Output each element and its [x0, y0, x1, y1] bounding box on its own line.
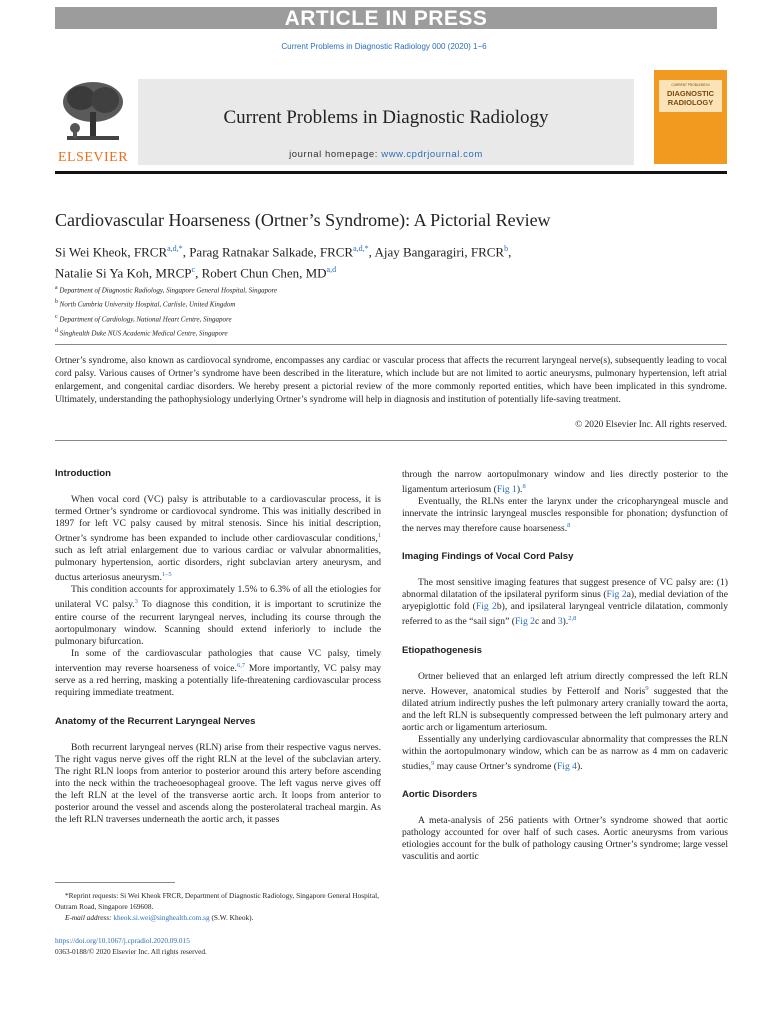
email-link[interactable]: kheok.si.wei@singhealth.com.sg — [113, 913, 210, 922]
text: The most sensitive imaging features that suggest presence of VC palsy are: (1) abnormal dilatation of the ipsilateral pyriform sinus ( — [402, 577, 728, 601]
figure-link[interactable]: Fig 4 — [556, 760, 577, 772]
text: More importantly, VC palsy may serve as a red herring, masking a potentially life-threatening cardiovascular process requiring immediate treatment. — [55, 662, 381, 698]
paragraph — [55, 494, 381, 584]
text: To diagnose this condition, it is important to scrutinize the entire course of the recurrent laryngeal nerves, including its course through the aortopulmonary window. Scanning should extend inferiorly to include the pulmonary bifurcation. — [55, 599, 381, 647]
journal-cover — [654, 70, 727, 164]
affiliation-key: c — [55, 313, 58, 320]
citation-link[interactable]: 1 — [377, 532, 381, 539]
author-name[interactable]: Ajay Bangaragiri, FRCR — [374, 244, 505, 260]
text: ). — [516, 484, 523, 496]
left-column — [55, 468, 381, 826]
text: In some of the cardiovascular pathologies that cause VC palsy, timely intervention may reverse hoarseness of voice. — [55, 647, 381, 674]
cover-title-line2: RADIOLOGY — [667, 98, 714, 107]
homepage-label: journal homepage: — [289, 149, 378, 160]
journal-title: Current Problems in Diagnostic Radiology — [223, 107, 549, 128]
reprint-footnote: *Reprint requests: Si Wei Kheok FRCR, Department of Diagnostic Radiology, Singapore General Hospital, Outram Road, Singapore 169608. — [55, 891, 379, 911]
cover-title-line1: DIAGNOSTIC — [666, 89, 715, 98]
doi-link[interactable]: https://doi.org/10.1067/j.cpradiol.2020.09.015 — [55, 936, 190, 945]
citation-link[interactable]: 8 — [522, 483, 526, 490]
affiliation-text: Department of Diagnostic Radiology, Singapore General Hospital, Singapore — [59, 286, 278, 295]
affiliation-text: North Cumbria University Hospital, Carlisle, United Kingdom — [59, 300, 236, 309]
text: Ortner believed that an enlarged left atrium directly compressed the left RLN nerve. However, anatomical studies by Fetterolf and Noris — [402, 670, 728, 697]
text: When vocal cord (VC) palsy is attributable to a cardiovascular process, it is termed Ortner’s syndrome or cardiovocal syndrome. This was initially described in 1897 for left VC palsy caused by mitral stenosis. Since his initial description, Ortner’s syndrome has been expanded to include other cardiovascular conditions, — [55, 494, 381, 545]
abstract-top-rule — [55, 344, 727, 345]
text: ). — [576, 760, 583, 772]
affiliation-item — [55, 282, 277, 296]
issn-line: 0363-0188/© 2020 Elsevier Inc. All rights reserved. — [55, 947, 207, 956]
cover-title — [659, 89, 722, 107]
article-in-press-banner: ARTICLE IN PRESS — [55, 7, 717, 29]
author-name[interactable]: Robert Chun Chen, MD — [201, 265, 327, 281]
abstract: Ortner’s syndrome, also known as cardiovocal syndrome, encompasses any cardiac or vascular process that affects the recurrent laryngeal nerve(s), subsequently leading to vocal cord palsy. Various causes of Ortner’s syndrome have been described in the literature, which include but are not limited to aortic aneurysms, pulmonary hypertension, left atrial enlargement, and congenital cardiac disorders. We hereby present a pictorial review of the more commonly reported entities, which have been implicated in this syndrome. Ultimately, understanding the pathophysiology underlying Ortner’s syndrome will help in diagnosis and institution of potentially life-saving treatment. — [55, 356, 727, 405]
section-heading: Imaging Findings of Vocal Cord Palsy — [402, 551, 574, 563]
paragraph: A meta-analysis of 256 patients with Ortner’s syndrome showed that aortic pathology accounted for over half of such cases. Aortic aneurysms from various etiologies account for the bulk of pathology causing Ortner’s syndrome; large vessel vasculitis and aortic — [402, 814, 728, 862]
paragraph — [402, 469, 728, 496]
abstract-bottom-rule — [55, 440, 727, 441]
citation-link[interactable]: 6,7 — [236, 661, 246, 669]
affiliation-item — [55, 296, 277, 310]
footnote-rule — [55, 882, 175, 883]
text: such as left atrial enlargement due to various cardiac or valvular abnormalities, pulmonary hypertension, aortic disorders, right subclavian artery aneurysm, and ductus arteriosus aneurysm. — [55, 545, 381, 584]
email-footnote — [55, 912, 381, 923]
affiliations — [55, 282, 277, 339]
header-divider — [55, 171, 727, 174]
copyright: © 2020 Elsevier Inc. All rights reserved. — [575, 420, 727, 430]
cover-title-block — [659, 80, 722, 112]
affiliation-text: Singhealth Duke NUS Academic Medical Centre, Singapore — [59, 329, 228, 338]
citation-link[interactable]: 8 — [567, 522, 571, 530]
paragraph — [55, 584, 381, 647]
journal-homepage — [138, 149, 634, 160]
section-heading: Etiopathogenesis — [402, 644, 482, 656]
author-name[interactable]: Natalie Si Ya Koh, MRCP — [55, 265, 192, 281]
publisher-name: ELSEVIER — [57, 150, 129, 165]
text: Essentially any underlying cardiovascular abnormality that compresses the RLN within the aortopulmonary window, which can be as narrow as 4 mm on cadaveric studies, — [402, 733, 728, 772]
journal-header — [138, 79, 634, 165]
section-heading: Introduction — [55, 468, 111, 479]
citation-link[interactable]: 9 — [645, 684, 649, 692]
author-name[interactable]: Parag Ratnakar Salkade, FRCR — [189, 244, 354, 260]
author-list: Si Wei Kheok, $FRCR^{a,d,*}$, Parag Ratnakar Salkade, $FRCR^{a,d,*}$, Ajay Bangaragiri, FRCR$^b$, Natalie Si Ya Koh, MRCP$^c$, Robert Chun Chen, MD$^{a,d}$ — [55, 244, 512, 281]
journal-reference[interactable]: Current Problems in Diagnostic Radiology 000 (2020) 1−6 — [281, 42, 487, 51]
affiliation-key: b — [55, 299, 58, 306]
figure-link[interactable]: Fig 2 — [475, 601, 497, 613]
doi-block — [55, 935, 207, 957]
right-column — [402, 469, 728, 863]
email-label: E-mail address: — [65, 913, 112, 922]
section-heading: Anatomy of the Recurrent Laryngeal Nerves — [55, 715, 256, 727]
author-sup[interactable]: b — [504, 244, 509, 253]
article-title: Cardiovascular Hoarseness (Ortner’s Syndrome): A Pictorial Review — [55, 210, 551, 230]
text: Eventually, the RLNs enter the larynx under the cricopharyngeal muscle and innervate the intrinsic laryngeal muscles responsible for phonation; dysfunction of the nerves may therefore cause hoarseness. — [402, 496, 728, 535]
text: may cause Ortner’s syndrome ( — [434, 760, 557, 772]
paragraph — [402, 577, 728, 628]
footnotes — [55, 890, 381, 923]
paragraph — [55, 648, 381, 699]
elsevier-logo — [55, 78, 131, 166]
email-owner: (S.W. Kheok). — [211, 913, 254, 922]
tree-icon — [55, 78, 131, 148]
affiliation-item — [55, 311, 277, 325]
text: suggested that the dilated atrium indirectly pushes the left pulmonary artery cranially toward the aorta, and the left RLN is subsequently compressed between the left pulmonary artery and aortic arch or ligamentum arteriosum. — [402, 685, 729, 733]
text: through the narrow aortopulmonary window and lies directly posterior to the ligamentum arteriosum ( — [402, 469, 728, 496]
text: a), medial deviation of the aryepiglottic fold ( — [402, 589, 728, 613]
affiliation-text: Department of Cardiology, National Heart Centre, Singapore — [59, 314, 232, 323]
section-heading: Aortic Disorders — [402, 788, 478, 800]
affiliation-item — [55, 325, 277, 339]
citation-link[interactable]: 2,8 — [568, 615, 577, 623]
figure-link[interactable]: Fig 1 — [496, 484, 517, 496]
text: b), and ipsilateral laryngeal ventricle dilatation, commonly referred to as the “sail sign” ( — [402, 601, 728, 628]
figure-link[interactable]: Fig 2 — [606, 589, 627, 601]
figure-link[interactable]: 3 — [557, 616, 563, 628]
citation-link[interactable]: 3 — [134, 598, 138, 606]
affiliation-key: a — [55, 285, 58, 291]
text: c and — [534, 616, 558, 628]
author-sup[interactable]: a,d — [326, 265, 337, 275]
author-sup[interactable]: c — [191, 265, 196, 275]
cover-small-text: CURRENT PROBLEMS IN — [671, 83, 710, 87]
paragraph — [402, 671, 728, 734]
paragraph — [402, 496, 728, 535]
affiliation-key: d — [55, 327, 58, 334]
author-sup[interactable]: a,d,* — [167, 244, 183, 253]
author-sup[interactable]: a,d,* — [353, 244, 369, 253]
homepage-link[interactable]: www.cpdrjournal.com — [381, 149, 483, 160]
figure-link[interactable]: Fig 2 — [514, 616, 535, 628]
text: ). — [562, 616, 569, 628]
text: This condition accounts for approximately 1.5% to 6.3% of all the etiologies for unilateral VC palsy. — [55, 584, 381, 611]
citation-link[interactable]: 1–5 — [161, 571, 172, 579]
author-name[interactable]: Si Wei Kheok, FRCR — [55, 244, 168, 260]
paragraph — [402, 734, 728, 773]
paragraph: Both recurrent laryngeal nerves (RLN) arise from their respective vagus nerves. The right vagus nerve gives off the right RLN at the level of the subclavian artery. The right RLN loops from anterior to posterior around this artery before ascending into the neck within the tracheoesophageal groove. The left vagus nerve gives off the left RLN at the level of the transverse aortic arch. It loops from anterior to posterior around the vessel and ascends along the posterolateral tracheal margin. As the left RLN traverses underneath the aortic arch, it passes — [55, 741, 381, 825]
citation-link[interactable]: 9 — [431, 759, 435, 767]
